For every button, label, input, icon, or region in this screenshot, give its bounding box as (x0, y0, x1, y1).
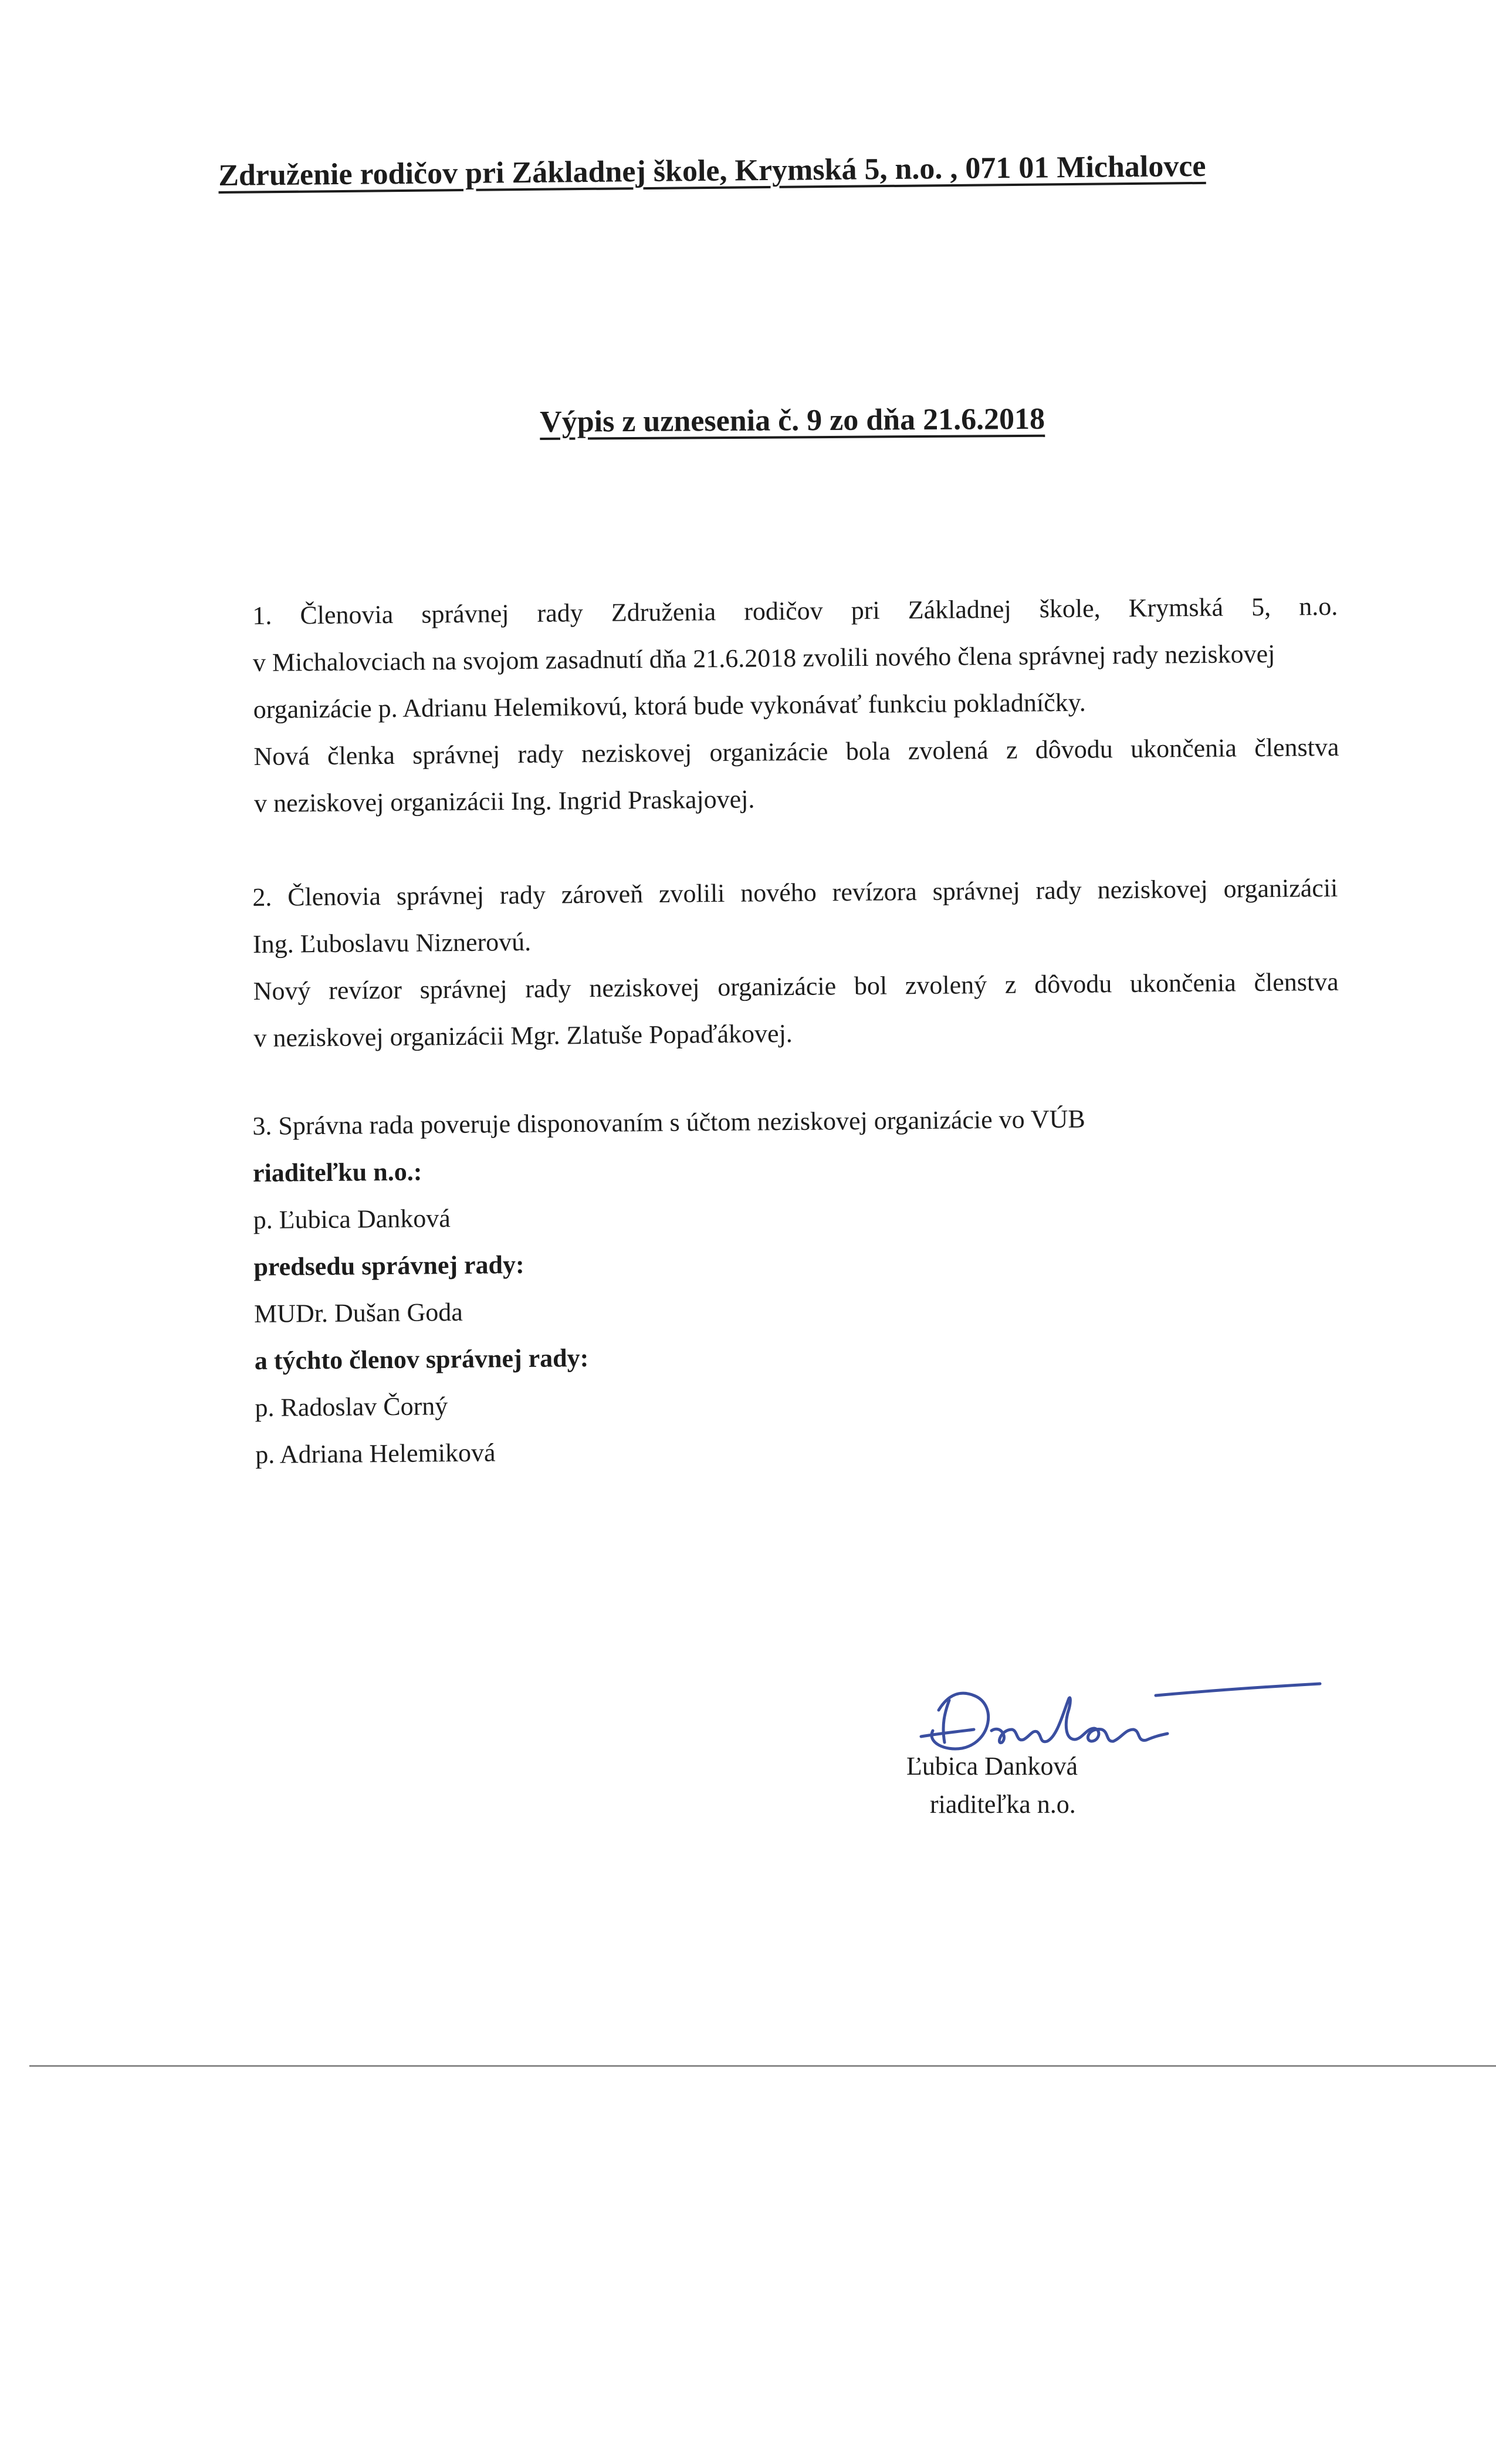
section-3 (252, 1094, 1341, 1478)
section-3-intro: 3. Správna rada poveruje disponovaním s účtom neziskovej organizácie vo VÚB (252, 1104, 1085, 1140)
section-1-line: Nová členka správnej rady neziskovej organizácie bola zvolená z dôvodu ukončenia členstva (253, 732, 1339, 771)
director-name: p. Ľubica Danková (253, 1204, 451, 1234)
members-label: a týchto členov správnej rady: (254, 1343, 589, 1375)
section-2-line: Nový revízor správnej rady neziskovej organizácie bol zvolený z dôvodu ukončenia členstva (253, 967, 1339, 1006)
chair-label: predsedu správnej rady: (253, 1250, 524, 1281)
chair-name: MUDr. Dušan Goda (253, 1297, 463, 1328)
section-1-line: 1. Členovia správnej rady Združenia rodičov pri Základnej škole, Krymská 5, n.o. (252, 591, 1338, 630)
member-name: p. Radoslav Čorný (255, 1392, 448, 1422)
organization-heading: Združenie rodičov pri Základnej škole, Krymská 5, n.o. , 071 01 Michalovce (218, 149, 1206, 192)
signatory-title: riaditeľka n.o. (930, 1790, 1076, 1819)
section-2-line: v neziskovej organizácii Mgr. Zlatuše Popaďákovej. (253, 1018, 793, 1052)
bottom-divider (29, 2065, 1496, 2067)
section-2 (252, 865, 1339, 1062)
section-1-line: v neziskovej organizácii Ing. Ingrid Praskajovej. (253, 784, 755, 818)
section-1-line: v Michalovciach na svojom zasadnutí dňa 21.6.2018 zvolili nového člena správnej rady neziskovej (252, 639, 1275, 677)
section-2-line: Ing. Ľuboslavu Niznerovú. (252, 927, 532, 959)
section-1-line: organizácie p. Adrianu Helemikovú, ktorá bude vykonávať funkciu pokladníčky. (253, 688, 1086, 724)
signatory-name: Ľubica Danková (906, 1752, 1078, 1781)
resolution-title: Výpis z uznesenia č. 9 zo dňa 21.6.2018 (540, 402, 1045, 439)
director-label: riaditeľku n.o.: (252, 1157, 422, 1187)
section-2-line: 2. Členovia správnej rady zároveň zvolili nového revízora správnej rady neziskovej organizácii (252, 873, 1338, 912)
member-name: p. Adriana Helemiková (255, 1438, 496, 1469)
section-1 (252, 583, 1339, 827)
